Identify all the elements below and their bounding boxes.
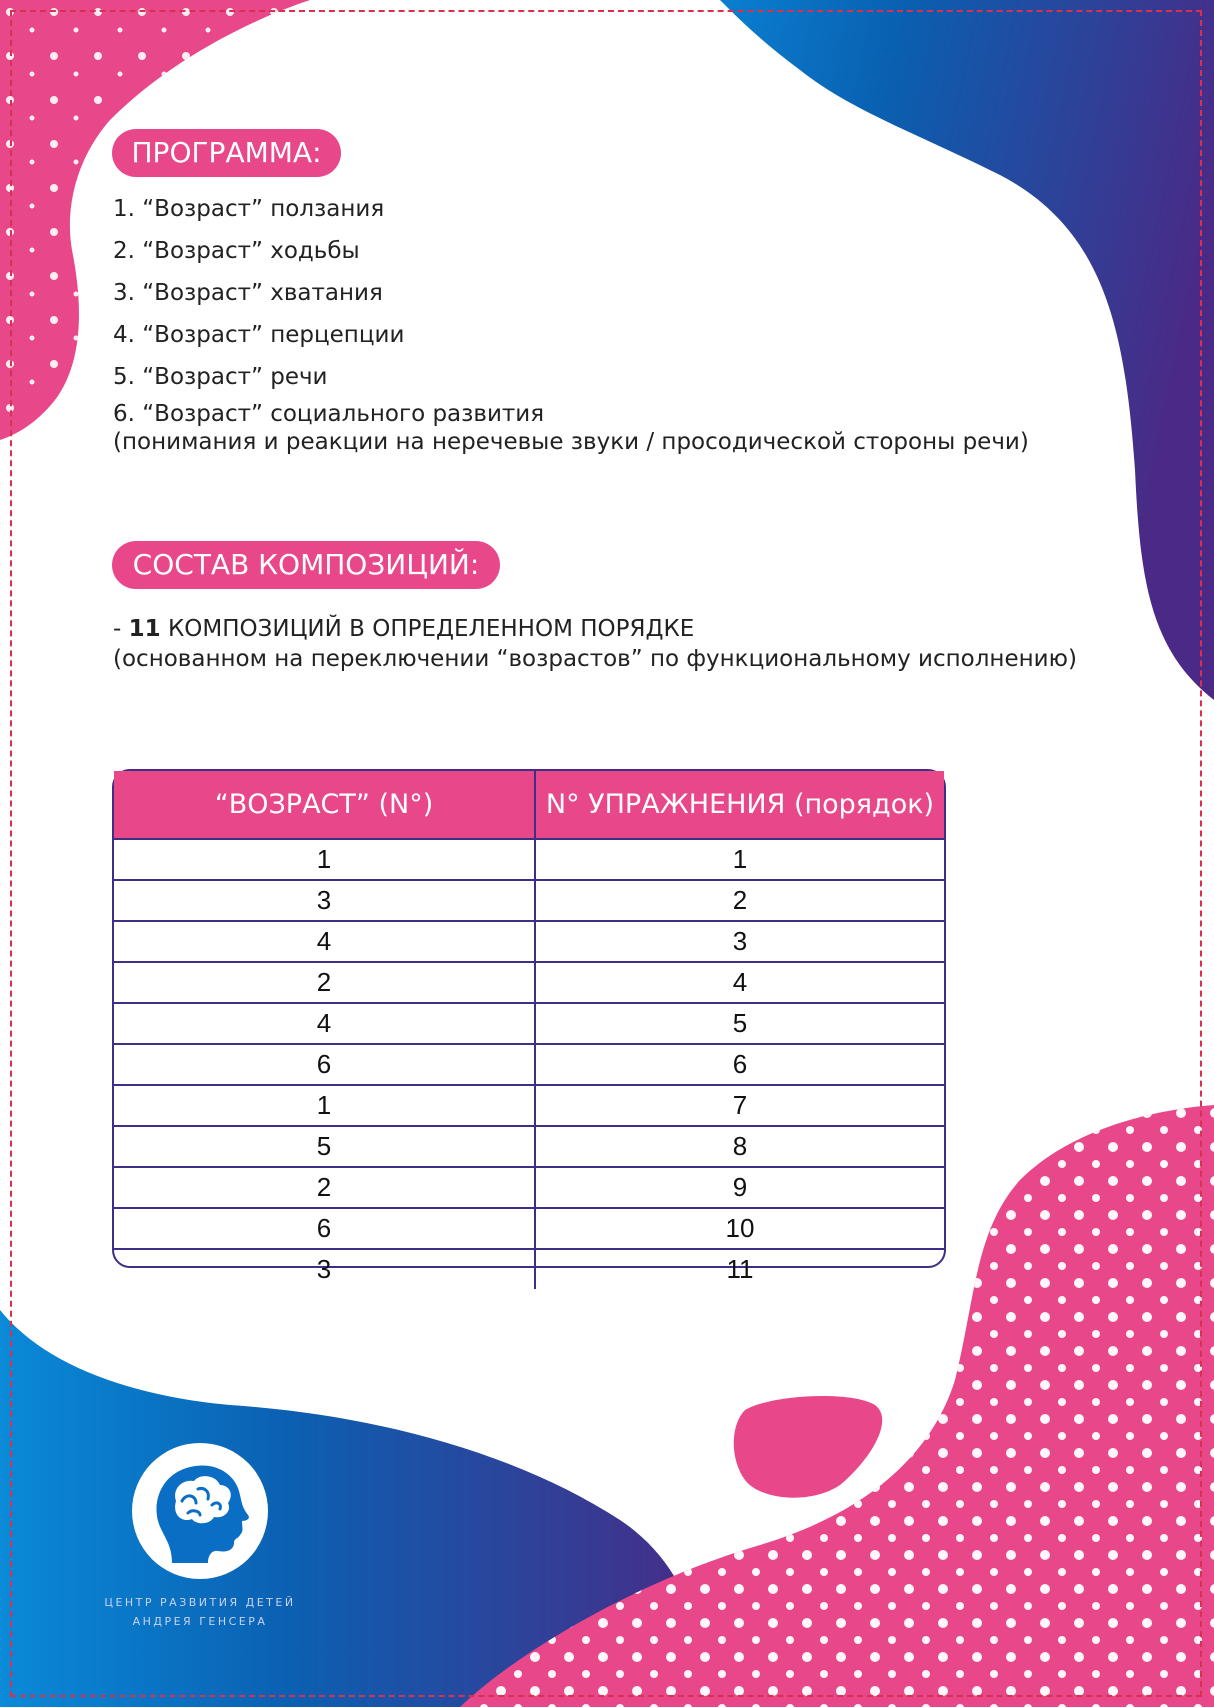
age-cell: 4: [114, 921, 535, 962]
composition-note: (основанном на переключении “возрастов” по функциональному исполнению): [113, 646, 1077, 672]
table-header-row: [114, 771, 944, 839]
program-item: 4. “Возраст” перцепции: [113, 322, 405, 348]
exercise-cell: 10: [535, 1208, 944, 1249]
table-row: [114, 1249, 944, 1289]
composition-heading: СОСТАВ КОМПОЗИЦИЙ:: [112, 541, 500, 589]
age-cell: 5: [114, 1126, 535, 1167]
table-row: [114, 880, 944, 921]
column-header-age: “ВОЗРАСТ” (N°): [114, 771, 535, 839]
head-with-brain-icon: [132, 1443, 268, 1579]
age-cell: 4: [114, 1003, 535, 1044]
program-item: 1. “Возраст” ползания: [113, 196, 385, 222]
age-cell: 2: [114, 1167, 535, 1208]
program-item-social: [113, 400, 1113, 456]
composition-line: [113, 614, 1163, 644]
age-cell: 1: [114, 839, 535, 880]
composition-description: [113, 614, 1163, 674]
program-item-label: 6. “Возраст” социального развития: [113, 401, 545, 427]
exercise-cell: 7: [535, 1085, 944, 1126]
program-list: [113, 190, 1113, 456]
composition-line-text: КОМПОЗИЦИЙ В ОПРЕДЕЛЕННОМ ПОРЯДКЕ: [160, 616, 695, 642]
age-cell: 1: [114, 1085, 535, 1126]
exercise-cell: 2: [535, 880, 944, 921]
composition-count: 11: [128, 616, 161, 642]
table-row: [114, 921, 944, 962]
table-row: [114, 839, 944, 880]
table-row: [114, 1126, 944, 1167]
table-row: [114, 1044, 944, 1085]
exercise-cell: 6: [535, 1044, 944, 1085]
exercise-order-table: [112, 769, 946, 1284]
age-cell: 6: [114, 1208, 535, 1249]
center-logo: [132, 1443, 268, 1579]
exercise-cell: 1: [535, 839, 944, 880]
exercise-cell: 3: [535, 921, 944, 962]
column-header-exercise: N° УПРАЖНЕНИЯ (порядок): [535, 771, 944, 839]
exercise-cell: 9: [535, 1167, 944, 1208]
program-item-note: (понимания и реакции на неречевые звуки / просодической стороны речи): [113, 429, 1029, 455]
program-item: 2. “Возраст” ходьбы: [113, 238, 360, 264]
exercise-cell: 5: [535, 1003, 944, 1044]
age-cell: 3: [114, 880, 535, 921]
exercise-cell: 8: [535, 1126, 944, 1167]
exercise-cell: 4: [535, 962, 944, 1003]
table-row: [114, 1208, 944, 1249]
table-row: [114, 1167, 944, 1208]
logo-caption-line2: АНДРЕЯ ГЕНСЕРА: [132, 1615, 268, 1628]
program-item: 3. “Возраст” хватания: [113, 280, 383, 306]
age-cell: 3: [114, 1249, 535, 1289]
table-row: [114, 1003, 944, 1044]
table: [114, 771, 944, 1289]
age-cell: 2: [114, 962, 535, 1003]
exercise-cell: 11: [726, 1254, 754, 1284]
logo-caption: [100, 1593, 300, 1631]
table-row: [114, 1085, 944, 1126]
floating-pink-blob: [734, 1396, 882, 1498]
logo-caption-line1: ЦЕНТР РАЗВИТИЯ ДЕТЕЙ: [104, 1596, 296, 1609]
table-row: [114, 962, 944, 1003]
age-cell: 6: [114, 1044, 535, 1085]
composition-prefix: -: [113, 616, 129, 642]
program-heading: ПРОГРАММА:: [112, 129, 341, 177]
program-item: 5. “Возраст” речи: [113, 364, 328, 390]
